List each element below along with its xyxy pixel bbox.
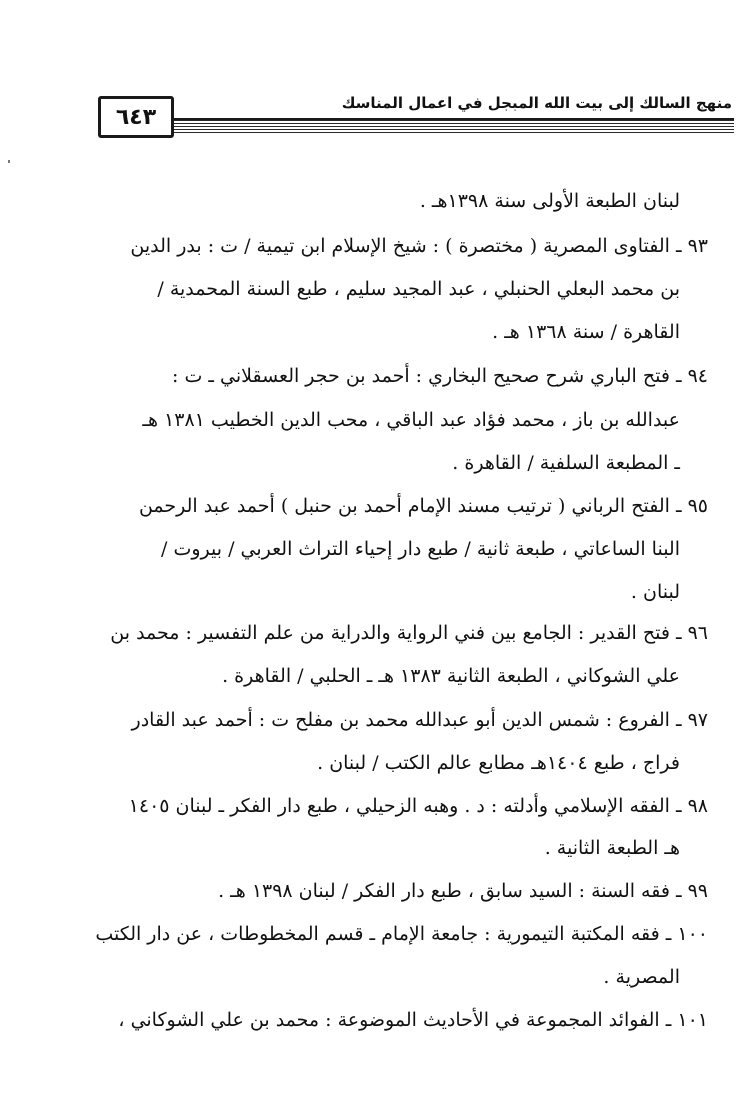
text-line: عبدالله بن باز ، محمد فؤاد عبد الباقي ، محب الدين الخطيب ١٣٨١ هـ [142,409,680,431]
text-line: لبنان الطبعة الأولى سنة ١٣٩٨هـ . [419,190,680,212]
text-line: هـ الطبعة الثانية . [544,837,680,859]
page-number: ٦٤٣ [115,104,157,130]
text-line: ٩٤ ـ فتح الباري شرح صحيح البخاري : أحمد بن حجر العسقلاني ـ ت : [172,365,708,387]
text-line: فراج ، طبع ١٤٠٤هـ مطابع عالم الكتب / لبنان . [317,752,680,774]
text-line: ١٠١ ـ الفوائد المجموعة في الأحاديث الموضوعة : محمد بن علي الشوكاني ، [118,1009,708,1031]
header-rule [168,120,734,134]
text-line: لبنان . [630,581,680,603]
text-line: ٩٣ ـ الفتاوى المصرية ( مختصرة ) : شيخ الإسلام ابن تيمية / ت : بدر الدين [130,235,708,257]
text-line: بن محمد البعلي الحنبلي ، عبد المجيد سليم ، طبع السنة المحمدية / [157,278,680,300]
page-number-box [98,96,174,138]
text-line: ٩٥ ـ الفتح الرباني ( ترتيب مسند الإمام أحمد بن حنبل ) أحمد عبد الرحمن [138,495,708,517]
text-line: القاهرة / سنة ١٣٦٨ هـ . [492,321,680,343]
text-line: ٩٨ ـ الفقه الإسلامي وأدلته : د . وهبه الزحيلي ، طبع دار الفكر ـ لبنان ١٤٠٥ [128,795,708,817]
text-line: ٩٦ ـ فتح القدير : الجامع بين فني الرواية والدراية من علم التفسير : محمد بن [110,622,708,644]
running-title: منهج السالك إلى بيت الله المبجل في اعمال المناسك [341,94,732,112]
text-line: علي الشوكاني ، الطبعة الثانية ١٣٨٣ هـ ـ الحلبي / القاهرة . [222,665,680,687]
text-line: المصرية . [603,966,680,988]
text-line: ١٠٠ ـ فقه المكتبة التيمورية : جامعة الإمام ـ قسم المخطوطات ، عن دار الكتب [95,923,708,945]
text-line: البنا الساعاتي ، طبعة ثانية / طبع دار إحياء التراث العربي / بيروت / [161,538,680,560]
text-line: ٩٩ ـ فقه السنة : السيد سابق ، طبع دار الفكر / لبنان ١٣٩٨ هـ . [218,880,708,902]
margin-mark [8,160,10,163]
page-header [88,82,734,152]
text-line: ٩٧ ـ الفروع : شمس الدين أبو عبدالله محمد بن مفلح ت : أحمد عبد القادر [131,709,708,731]
text-line: ـ المطبعة السلفية / القاهرة . [452,452,680,474]
